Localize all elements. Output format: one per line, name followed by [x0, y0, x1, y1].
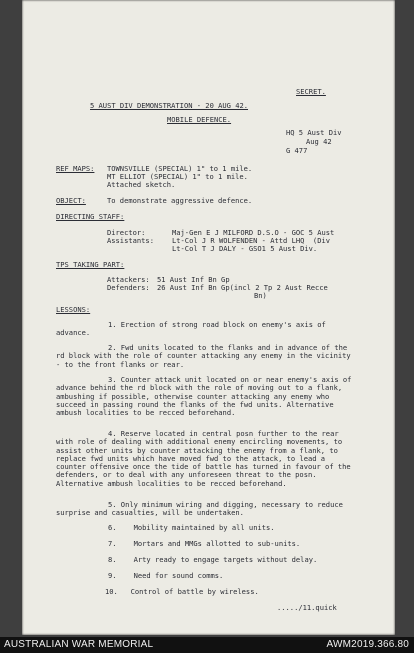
document-title: 5 AUST DIV DEMONSTRATION - 20 AUG 42. — [90, 101, 249, 110]
footer-institution: AUSTRALIAN WAR MEMORIAL — [4, 639, 154, 650]
ref-map-3: Attached sketch. — [107, 180, 176, 189]
lesson-4: 4. Reserve located in central posn further to the rear with role of dealing with additional enemy encircling movements, to assist other units by counter attacking the enemy from a flank, to replace fwd units which have moved fwd to the attack, to lead a counter offensive once the tide of battle has turned in favour of the defenders, or to deal with any unforeseen threat to the posn. Alternative ambush localities to be recced beforehand. — [56, 429, 351, 488]
classification: SECRET. — [296, 87, 326, 96]
lesson-8: 8. Arty ready to engage targets without delay. — [108, 555, 318, 564]
lesson-9: 9. Need for sound comms. — [108, 571, 224, 580]
assistants-label: Assistants: — [107, 236, 154, 245]
assistant-1: Lt-Col J R WOLFENDEN - Attd LHQ (Div — [172, 236, 331, 245]
directing-staff-label: DIRECTING STAFF: — [56, 212, 125, 221]
lesson-10: 10. Control of battle by wireless. — [105, 587, 259, 596]
lesson-1: 1. Erection of strong road block on enemy's axis of advance. — [56, 320, 326, 338]
document-subtitle: MOBILE DEFENCE. — [167, 115, 232, 124]
document-page — [22, 0, 395, 635]
footer-bar — [0, 637, 414, 653]
ref-map-2: MT ELLIOT (SPECIAL) 1" to 1 mile. — [107, 172, 248, 181]
lesson-7: 7. Mortars and MMGs allotted to sub-units. — [108, 539, 301, 548]
object-text: To demonstrate aggressive defence. — [107, 196, 253, 205]
defenders-text-1: 26 Aust Inf Bn Gp(incl 2 Tp 2 Aust Recce — [157, 283, 328, 292]
lesson-3: 3. Counter attack unit located on or near enemy's axis of advance behind the rd block with the role of moving out to a flank, ambushing if possible, otherwise counter attacking any enemy who succeed in passing round the flanks of the fwd units. Alternative ambush localities to be recced beforehand. — [56, 375, 352, 418]
attackers-label: Attackers: — [107, 275, 150, 284]
ref-maps-label: REF MAPS: — [56, 164, 95, 173]
hq-line-2: Aug 42 — [306, 137, 332, 146]
lessons-label: LESSONS: — [56, 305, 91, 314]
tps-taking-part-label: TPS TAKING PART: — [56, 260, 125, 269]
lesson-2: 2. Fwd units located to the flanks and in advance of the rd block with the role of counter attacking any enemy in the vicinity - to the front flanks or rear. — [56, 343, 351, 369]
defenders-text-2: Bn) — [254, 291, 267, 300]
continuation-marker: ...../11.quick — [277, 603, 337, 612]
assistant-2: Lt-Col T J DALY - GSO1 5 Aust Div. — [172, 244, 318, 253]
lesson-5: 5. Only minimum wiring and digging, necessary to reduce surprise and casualties, will be undertaken. — [56, 500, 343, 518]
ref-map-1: TOWNSVILLE (SPECIAL) 1" to 1 mile. — [107, 164, 253, 173]
hq-line-1: HQ 5 Aust Div — [286, 128, 342, 137]
hq-line-3: G 477 — [286, 146, 308, 155]
defenders-label: Defenders: — [107, 283, 150, 292]
director-label: Director: — [107, 228, 146, 237]
footer-accession-id: AWM2019.366.80 — [326, 639, 409, 650]
object-label: OBJECT: — [56, 196, 86, 205]
attackers-text: 51 Aust Inf Bn Gp — [157, 275, 230, 284]
director-name: Maj-Gen E J MILFORD D.S.O - GOC 5 Aust — [172, 228, 335, 237]
lesson-6: 6. Mobility maintained by all units. — [108, 523, 275, 532]
